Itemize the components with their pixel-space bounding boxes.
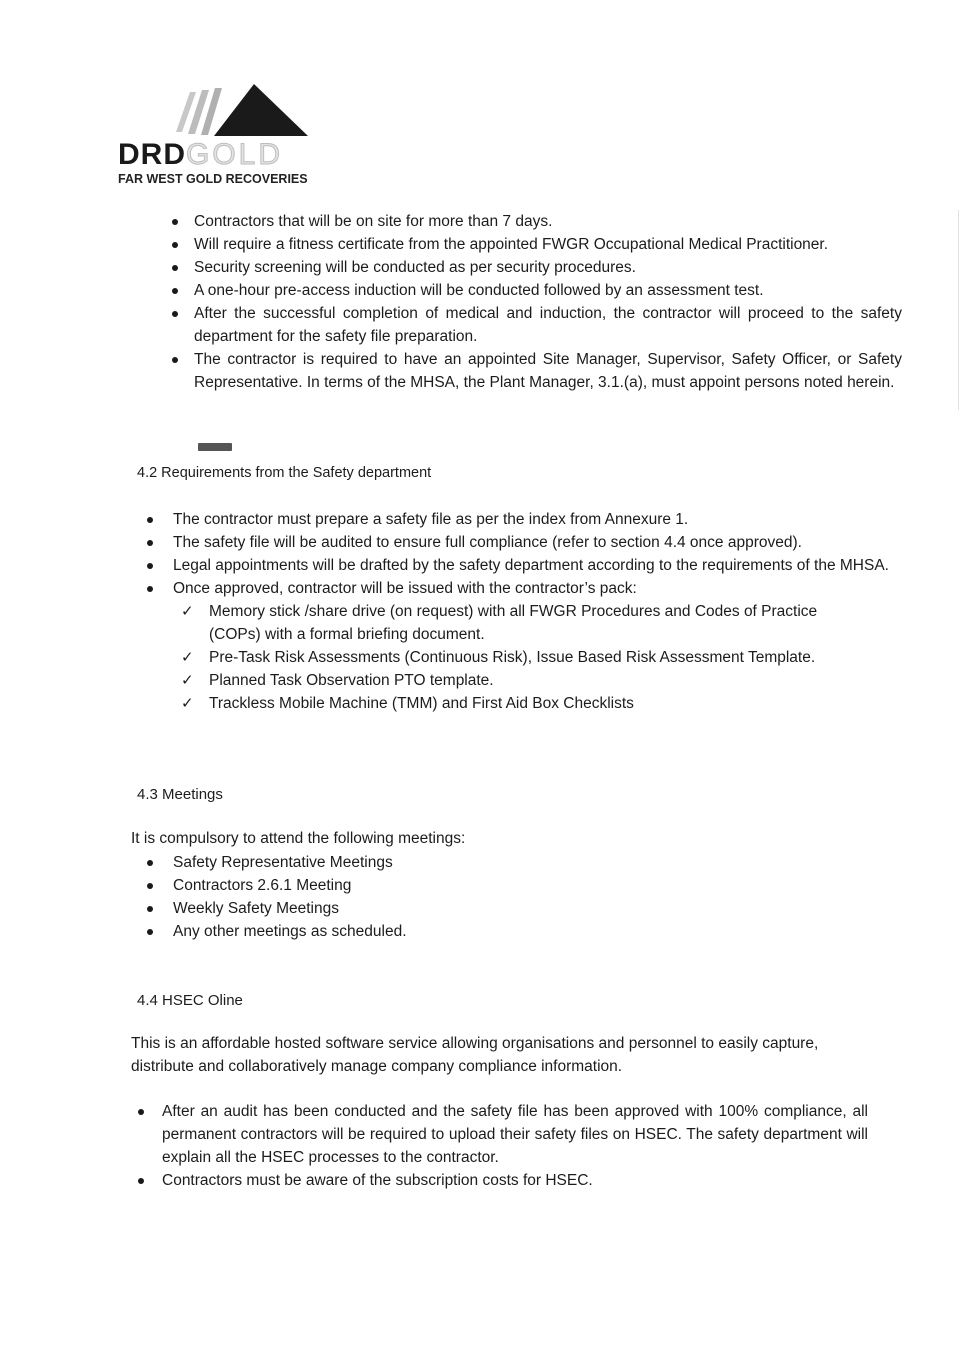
list-item: The contractor must prepare a safety file as per the index from Annexure 1.: [147, 508, 907, 531]
checklist-item: ✓ Planned Task Observation PTO template.: [177, 669, 867, 692]
intro-list: [172, 210, 902, 394]
scan-mark: [198, 443, 232, 451]
checklist-item: ✓ Trackless Mobile Machine (TMM) and First Aid Box Checklists: [177, 692, 867, 715]
requirements-list: [147, 508, 907, 715]
meetings-list: [147, 851, 847, 943]
list-item: The contractor is required to have an appointed Site Manager, Supervisor, Safety Officer, or Safety Representative. In terms of the MHSA, the Plant Manager, 3.1.(a), must appoint persons noted herein.: [172, 348, 902, 394]
logo-mark-icon: [174, 82, 314, 140]
logo-gold: GOLD: [186, 138, 284, 171]
list-item: Weekly Safety Meetings: [147, 897, 847, 920]
meetings-intro: It is compulsory to attend the following meetings:: [131, 830, 466, 847]
contractor-pack-list: [147, 600, 867, 715]
checklist-item: ✓ Pre-Task Risk Assessments (Continuous Risk), Issue Based Risk Assessment Template.: [177, 646, 867, 669]
list-item: After the successful completion of medical and induction, the contractor will proceed to the safety department for the safety file preparation.: [172, 302, 902, 348]
list-item: Contractors that will be on site for more than 7 days.: [172, 210, 902, 233]
logo-drd: DRD: [118, 138, 186, 171]
list-item: Safety Representative Meetings: [147, 851, 847, 874]
list-item: Legal appointments will be drafted by the safety department according to the requirements of the MHSA.: [147, 554, 907, 577]
list-item: Contractors 2.6.1 Meeting: [147, 874, 847, 897]
hsec-list: [138, 1100, 868, 1192]
check-icon: ✓: [181, 695, 194, 712]
list-item: Security screening will be conducted as per security procedures.: [172, 256, 902, 279]
section-heading-4-2: 4.2 Requirements from the Safety department: [137, 465, 432, 481]
company-logo: [118, 82, 318, 192]
section-heading-4-3: 4.3 Meetings: [137, 786, 223, 803]
check-icon: ✓: [181, 603, 194, 620]
checklist-item: ✓ Memory stick /share drive (on request) with all FWGR Procedures and Codes of Practice (COPs) with a formal briefing document.: [177, 600, 867, 646]
list-item: Will require a fitness certificate from the appointed FWGR Occupational Medical Practitioner.: [172, 233, 902, 256]
check-icon: ✓: [181, 649, 194, 666]
logo-subtitle: FAR WEST GOLD RECOVERIES: [118, 172, 308, 186]
list-item: The safety file will be audited to ensure full compliance (refer to section 4.4 once approved).: [147, 531, 907, 554]
list-item: After an audit has been conducted and the safety file has been approved with 100% compliance, all permanent contractors will be required to upload their safety files on HSEC. The safety department will explain all the HSEC processes to the contractor.: [138, 1100, 868, 1169]
hsec-intro: This is an affordable hosted software service allowing organisations and personnel to easily capture, distribute and collaboratively manage company compliance information.: [131, 1035, 819, 1075]
scan-edge-line: [958, 210, 959, 410]
list-item: A one-hour pre-access induction will be conducted followed by an assessment test.: [172, 279, 902, 302]
list-item: Contractors must be aware of the subscription costs for HSEC.: [138, 1169, 868, 1192]
section-heading-4-4: 4.4 HSEC Oline: [137, 992, 243, 1009]
check-icon: ✓: [181, 672, 194, 689]
list-item: Any other meetings as scheduled.: [147, 920, 847, 943]
list-item: Once approved, contractor will be issued with the contractor’s pack: ✓ Memory stick /share drive (on request) with all FWGR Procedures and Codes of Practice (COPs) with a formal briefing document. ✓ Pre-Task Risk Assessments (Continuous Risk), Issue Based Risk Assessment Template. ✓ Planned Task Observation PTO template. ✓ Trackless Mobile Machine (TMM) and First Aid Box Checklists: [147, 577, 907, 715]
logo-wordmark: [118, 138, 283, 172]
